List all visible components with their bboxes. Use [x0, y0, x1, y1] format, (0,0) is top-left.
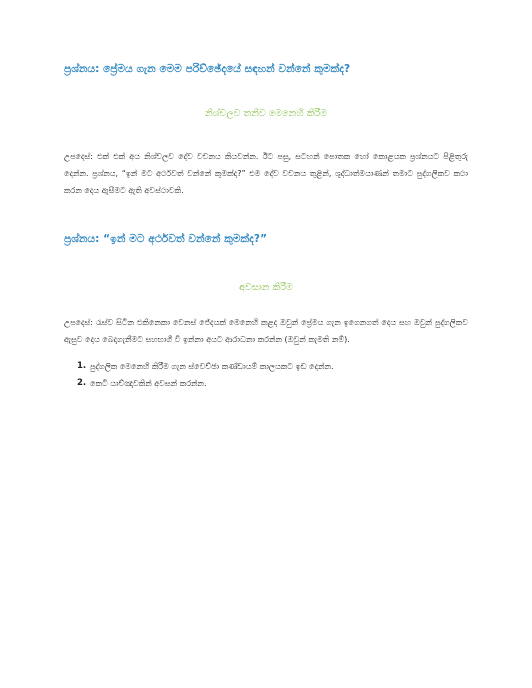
- section-heading-closing: අවසාන කිරීම: [239, 282, 293, 293]
- closing-steps-list: [64, 358, 468, 392]
- instruction-paragraph-2: උපදෙස්: රැස්ව සිටින එකිනෙකා වෙනස් ජේදයක් මෙනෙහි කළද ඔවුන් ප්‍රේමය ගැන ඉගෙනගත් දෙය සහ ඔවුන් පුද්ගලිකව ඇසුව දෙය බෙදාගැනීමට සහභාගී වී ඉන්නා අයට ආරාධනා කරන්න (ඔවුන් කැමති නම්).: [64, 318, 468, 344]
- list-item-text: කෙටි යාච්ඤාවකින් අවසන් කරන්න.: [90, 379, 207, 388]
- list-item-number: 1.: [77, 361, 87, 371]
- list-item-text: පුද්ගලික මෙනෙහි කිරීම ගැන ස්වෙච්ඡා කණ්ඩායම් කාලයකට ඉඩ දෙන්න.: [90, 362, 334, 371]
- instruction-paragraph-1: උපදෙස්: එක් එක් අය නිශ්චලව දේව වචනය කියවන්න. ඊට පසු, සටහන් පොතක හෝ කොළයක ප්‍රශ්නයට පිළිතුරු දෙන්න. ප්‍රශ්නය, “ඉන් මට අර්ථවත් වන්නේ කුමක්ද?” එම දේව වචනය තුළින්, ශුද්ධාත්මයාණන් තමාට පුද්ගලිකව කථා කරන දෙය ඇසීමට ඇති අවස්ථාවකි.: [64, 152, 468, 195]
- list-item: [64, 358, 468, 375]
- list-item-number: 2.: [77, 378, 87, 388]
- section-heading-reflection: නිශ්චලව තනිව මෙනෙහි කිරීම: [205, 108, 327, 119]
- question-heading-2: ප්‍රශ්නය: “ඉන් මට අර්ථවත් වන්නේ කුමක්ද?”: [64, 233, 268, 245]
- question-heading-1: ප්‍රශ්නය: ප්‍රේමය ගැන මෙම පරිච්ඡේදයේ සඳහන් වන්නේ කුමක්ද?: [64, 63, 351, 75]
- list-item: [64, 375, 468, 392]
